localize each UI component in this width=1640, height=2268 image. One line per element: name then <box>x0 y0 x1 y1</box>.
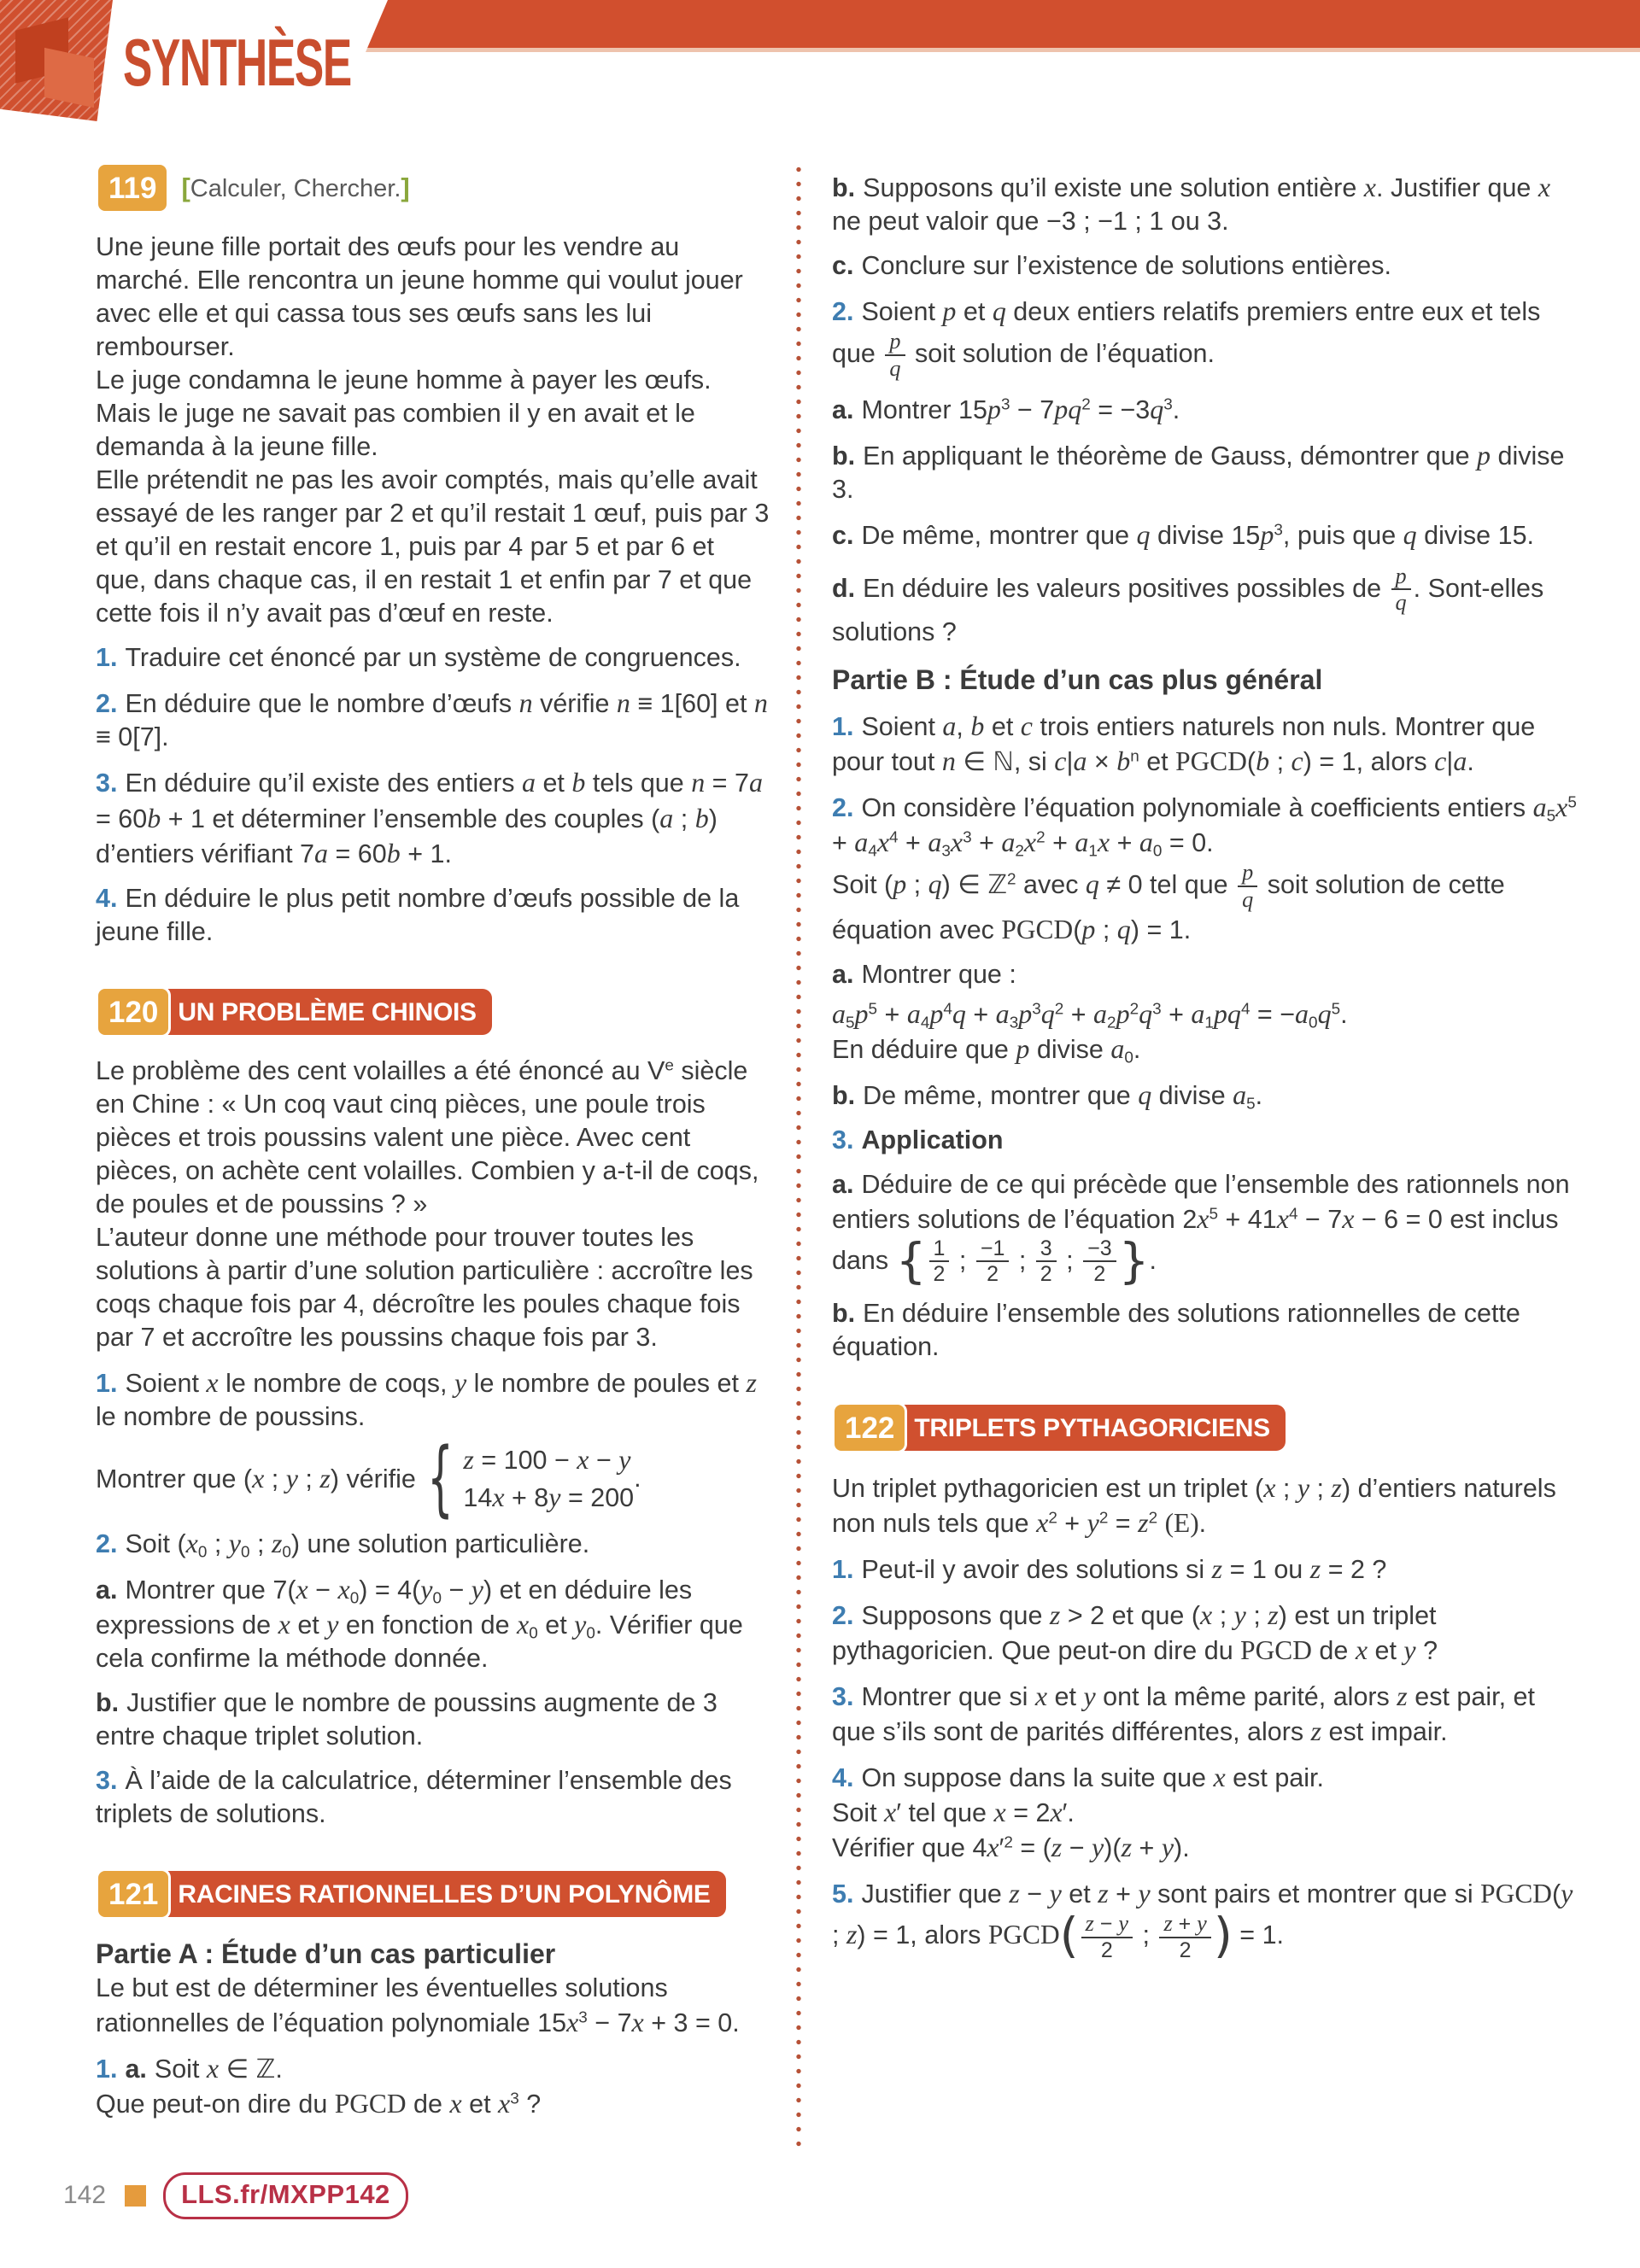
text-run: Le but est de déterminer les éventuelles solutions rationnelles de l’équation polynomiale $15x^3 - 7x + 3 = 0$. <box>96 1973 740 2038</box>
fraction: $\frac{-1}{2}$ <box>976 1236 1010 1286</box>
text-run: Elle prétendit ne pas les avoir comptés, mais qu’elle avait essayé de les ranger par 2 et qu’il restait 1 œuf, puis par 3 et qu’il en restait encore 1, puis par 4 par 5 et par 6 et que, dans chaque cas, il en restait 1 et enfin par 7 et que cette fois il n’y avait pas d’œuf en reste. <box>96 465 770 628</box>
question-number: 1. <box>96 643 118 673</box>
paragraph <box>832 1470 1577 1540</box>
question <box>96 1365 770 1434</box>
exercise-title-badge: RACINES RATIONNELLES D’UN POLYNÔME <box>159 1871 725 1917</box>
question-number: 2. <box>832 297 854 327</box>
text-run: Un triplet pythagoricien est un triplet (x ; y ; z) d’entiers naturels non nuls tels que $x^2 + y^2 = z^2$ (E). <box>832 1471 1556 1538</box>
question <box>832 170 1577 238</box>
question <box>832 1760 1577 1795</box>
question <box>96 2051 770 2086</box>
tagline-run: Calculer, Chercher. <box>190 174 401 202</box>
question <box>832 1124 1577 1157</box>
system-line: 14x + 8y = 200 <box>463 1482 635 1512</box>
question <box>96 765 770 870</box>
question-letter: a. <box>125 2055 147 2084</box>
question <box>832 1168 1577 1289</box>
footer-link-pill[interactable]: LLS.fr/MXPP142 <box>163 2172 408 2219</box>
question <box>832 564 1577 649</box>
part-heading <box>832 663 1577 698</box>
question-letter: b. <box>832 1081 856 1111</box>
paragraph <box>96 1055 770 1221</box>
publisher-logo <box>0 0 113 121</box>
exercise-header <box>832 1402 1577 1453</box>
question <box>832 790 1577 860</box>
question-number: 1. <box>832 1554 854 1584</box>
question-number: 5. <box>832 1879 854 1909</box>
question-number: 2. <box>96 689 118 719</box>
question <box>832 392 1577 427</box>
question <box>832 517 1577 552</box>
system-end: . <box>634 1463 641 1493</box>
paragraph <box>96 2086 770 2121</box>
text-run: En déduire les valeurs positives possibles de $\frac{p}{q}$ . Sont-elles solutions ? <box>832 564 1544 646</box>
equation <box>832 997 1577 1032</box>
fraction: $\frac{z + y}{2}$ <box>1159 1911 1210 1961</box>
fraction: $\frac{-3}{2}$ <box>1083 1236 1116 1286</box>
question-letter: c. <box>832 521 854 551</box>
fraction: $\frac{p}{q}$ <box>1238 860 1257 912</box>
text-run: En déduire que p divise $a_0$. <box>832 1033 1141 1067</box>
text-run: À l’aide de la calculatrice, déterminer l’ensemble des triplets de solutions. <box>96 1766 732 1829</box>
column-right <box>832 159 1577 2155</box>
question <box>832 1598 1577 1668</box>
paragraph <box>96 1221 770 1354</box>
question-letter: a. <box>832 395 854 424</box>
question <box>832 249 1577 283</box>
exercise-header <box>96 1868 770 1920</box>
brace-icon: { <box>427 1430 454 1527</box>
paragraph <box>832 1032 1577 1067</box>
column-left <box>96 159 770 2155</box>
text-run: Déduire de ce qui précède que l’ensemble des rationnels non entiers solutions de l’équation $2x^5 + 41x^4 - 7x - 6 = 0$ est inclus dans { $\frac{1}{2}$ ; $\frac{-1}{2}$ ; $\frac{3}{2}$ ; $\frac{-3}{2}$ }. <box>832 1170 1570 1289</box>
text-run: Partie A : Étude d’un cas particulier <box>96 1938 556 1970</box>
text-run: Supposons que z > 2 et que (x ; y ; z) est un triplet pythagoricien. Que peut-on dire du PGCD de x et y ? <box>832 1599 1438 1665</box>
question-letter: a. <box>832 1170 854 1200</box>
equation-system <box>96 1430 770 1527</box>
content-columns <box>96 159 1577 2155</box>
question-letter: c. <box>832 251 854 281</box>
question-number: 3. <box>96 1766 118 1796</box>
text-run: Montrer $15p^3 - 7pq^2 = -3q^3$. <box>861 393 1180 424</box>
question <box>96 1572 770 1675</box>
paragraph <box>96 231 770 364</box>
question <box>832 1552 1577 1587</box>
text-run: Soient x le nombre de coqs, y le nombre de poules et z le nombre de poussins. <box>96 1366 757 1431</box>
text-run: Supposons qu’il existe une solution entière x. Justifier que x ne peut valoir que −3 ; −1 ; 1 ou 3. <box>832 172 1551 237</box>
text-run: En déduire le plus petit nombre d’œufs possible de la jeune fille. <box>96 883 740 946</box>
text-run: Soit (p ; q) ∈ ℤ$^2$ avec q ≠ 0 tel que $\frac{p}{q}$ soit solution de cette équation avec PGCD(p ; q) = 1. <box>832 860 1505 944</box>
exercise-title-badge: TRIPLETS PYTHAGORICIENS <box>895 1405 1285 1451</box>
page-number: 142 <box>63 2181 107 2210</box>
text-run: Montrer que si x et y ont la même parité, alors z est pair, et que s’ils sont de parités différentes, alors z est impair. <box>832 1681 1535 1747</box>
question <box>832 1297 1577 1364</box>
question <box>832 1679 1577 1749</box>
exercise-number-badge: 122 <box>832 1402 907 1453</box>
question-number: 2. <box>96 1529 118 1559</box>
question <box>96 1526 770 1561</box>
text-run: $a_5p^5 + a_4p^4q + a_3p^3q^2 + a_2p^2q^3 + a_1pq^4 = -a_0q^5$. <box>832 998 1348 1032</box>
text-run: On suppose dans la suite que x est pair. <box>861 1762 1324 1793</box>
text-run: Soient p et q deux entiers relatifs premiers entre eux et tels que $\frac{p}{q}$ soit solution de l’équation. <box>832 295 1541 381</box>
question-number: 2. <box>832 793 854 823</box>
text-run: Une jeune fille portait des œufs pour les vendre au marché. Elle rencontra un jeune homme qui voulut jouer avec elle et qui cassa tous ses œufs sans les lui rembourser. <box>96 232 743 362</box>
question-number: 3. <box>832 1682 854 1712</box>
question-number: 1. <box>96 1368 118 1398</box>
question-number: 1. <box>96 2055 118 2084</box>
text-run: Conclure sur l’existence de solutions entières. <box>861 251 1391 281</box>
text-run: En appliquant le théorème de Gauss, démontrer que p divise 3. <box>832 439 1565 504</box>
question <box>96 641 770 675</box>
question-letter: b. <box>832 1299 856 1329</box>
question <box>832 709 1577 779</box>
question-letter: a. <box>832 960 854 990</box>
text-run: Application <box>861 1125 1004 1155</box>
exercise-header <box>96 986 770 1038</box>
text-run: Soient a, b et c trois entiers naturels non nuls. Montrer que pour tout n ∈ ℕ, si $c|a \times b^n$ et PGCD(b ; c) = 1, alors c|a. <box>832 710 1536 776</box>
tagline-run: [ <box>181 172 190 202</box>
exercise-number-badge: 119 <box>96 162 169 213</box>
question-number: 2. <box>832 1600 854 1630</box>
exercise-title-badge: UN PROBLÈME CHINOIS <box>159 989 491 1035</box>
footer-square-icon <box>125 2185 146 2207</box>
text-run: Le problème des cent volailles a été énoncé au Ve siècle en Chine : « Un coq vaut cinq pièces, une poule trois pièces et trois poussins valent une pièce. Avec cent pièces, on achète cent volailles. Combien y a-t-il de coqs, de poules et de poussins ? » <box>96 1055 759 1219</box>
question-number: 4. <box>832 1763 854 1793</box>
text-run: De même, montrer que q divise $a_5$. <box>863 1079 1263 1114</box>
question-letter: a. <box>96 1575 118 1605</box>
exercise-header <box>96 162 770 213</box>
text-run: On considère l’équation polynomiale à coefficients entiers $a_5x^5 + a_4x^4 + a_3x^3 + a_2x^2 + a_1x + a_0 = 0$. <box>832 792 1577 861</box>
system-line: z = 100 − x − y <box>463 1443 631 1475</box>
paragraph <box>96 364 770 464</box>
question <box>832 294 1577 381</box>
question <box>832 1078 1577 1113</box>
text-run: Justifier que z − y et z + y sont pairs et montrer que si PGCD(y ; z) = 1, alors PGCD( $\frac{z - y}{2}$ ; $\frac{z + y}{2}$ ) = 1. <box>832 1878 1573 1964</box>
text-run: Le juge condamna le jeune homme à payer les œufs. Mais le juge ne savait pas combien il y en avait et le demanda à la jeune fille. <box>96 365 712 462</box>
text-run: En déduire qu’il existe des entiers a et b tels que n = 7a = 60b + 1 et déterminer l’ensemble des couples (a ; b) d’entiers vérifiant 7a = 60b + 1. <box>96 767 763 868</box>
text-run: Montrer que $7(x - x_0) = 4(y_0 - y)$ et en déduire les expressions de x et y en fonction de $x_0$ et $y_0$. Vérifier que cela confirme la méthode donnée. <box>96 1574 743 1674</box>
text-run: En déduire que le nombre d’œufs n vérifie n ≡ 1[60] et n ≡ 0[7]. <box>96 687 768 752</box>
text-run: De même, montrer que q divise $15p^3$, puis que q divise 15. <box>861 519 1535 551</box>
text-run: Partie B : Étude d’un cas plus général <box>832 663 1323 695</box>
exercise-number-badge: 121 <box>96 1868 171 1920</box>
text-run: Soit x ∈ ℤ. <box>154 2053 283 2084</box>
fraction: $\frac{z - y}{2}$ <box>1081 1911 1133 1961</box>
text-run: L’auteur donne une méthode pour trouver toutes les solutions à partir d’une solution particulière : accroître les coqs chaque fois par 4, décroître les poules chaque fois par 7 et accroître les poussins chaque fois par 3. <box>96 1222 753 1352</box>
question-letter: b. <box>832 441 856 471</box>
text-run: Montrer que : <box>861 960 1016 990</box>
text-run: Soit x′ tel que x = 2x′. <box>832 1797 1075 1828</box>
question-number: 1. <box>832 711 854 741</box>
question-letter: d. <box>832 573 856 603</box>
question-letter: b. <box>832 173 856 202</box>
part-heading <box>96 1937 770 1972</box>
fraction: $\frac{p}{q}$ <box>1391 564 1411 616</box>
question <box>832 438 1577 506</box>
question <box>96 882 770 949</box>
page-footer <box>63 2172 408 2219</box>
question-number: 4. <box>96 883 118 913</box>
header-bar <box>366 0 1640 52</box>
exercise-tagline <box>181 171 409 205</box>
question <box>96 1686 770 1753</box>
text-run: Que peut-on dire du PGCD de x et $x^3$ ? <box>96 2088 542 2119</box>
text-run: Soit ($x_0$ ; $y_0$ ; $z_0$) une solution particulière. <box>125 1528 590 1562</box>
page-title: SYNTHÈSE <box>123 25 351 100</box>
paragraph <box>832 1830 1577 1865</box>
question <box>96 1764 770 1831</box>
question <box>96 686 770 754</box>
question <box>832 1876 1577 1962</box>
text-run: Peut-il y avoir des solutions si z = 1 ou z = 2 ? <box>861 1552 1387 1584</box>
fraction: $\frac{1}{2}$ <box>929 1236 950 1286</box>
fraction: $\frac{3}{2}$ <box>1036 1236 1057 1286</box>
text-run: En déduire l’ensemble des solutions rationnelles de cette équation. <box>832 1299 1520 1362</box>
paragraph <box>96 464 770 630</box>
tagline-run: ] <box>401 172 410 202</box>
text-run: Justifier que le nombre de poussins augmente de 3 entre chaque triplet solution. <box>96 1688 718 1751</box>
column-divider-dotted <box>796 162 801 2155</box>
question <box>832 958 1577 991</box>
exercise-number-badge: 120 <box>96 986 171 1038</box>
text-run: Traduire cet énoncé par un système de congruences. <box>125 643 741 673</box>
paragraph <box>832 860 1577 947</box>
text-run: Vérifier que $4x'^2 = (z - y)(z + y)$. <box>832 1832 1190 1863</box>
paragraph <box>96 1972 770 2040</box>
fraction: $\frac{p}{q}$ <box>885 329 905 381</box>
paragraph <box>832 1795 1577 1830</box>
system-intro: Montrer que (x ; y ; z) vérifie <box>96 1462 424 1493</box>
question-number: 3. <box>96 769 118 798</box>
question-number: 3. <box>832 1125 854 1155</box>
question-letter: b. <box>96 1688 120 1718</box>
